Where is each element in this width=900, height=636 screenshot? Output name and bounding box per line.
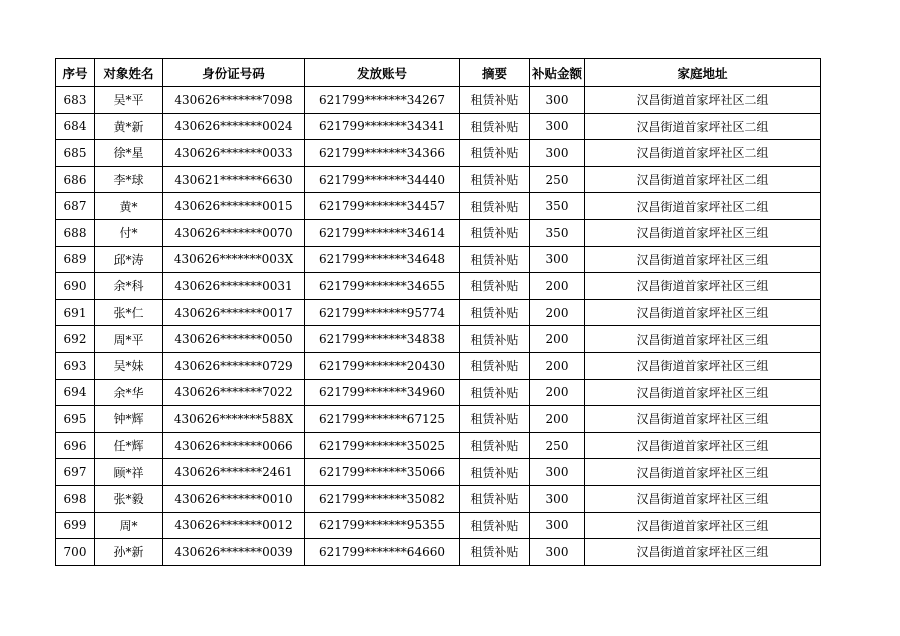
table-row <box>56 326 821 353</box>
cell-id-number: 430626*******0010 <box>163 485 305 512</box>
cell-home-address: 汉昌街道首家坪社区三组 <box>585 512 821 539</box>
cell-id-number: 430626*******7022 <box>163 379 305 406</box>
cell-home-address: 汉昌街道首家坪社区三组 <box>585 352 821 379</box>
cell-serial-number: 684 <box>56 113 95 140</box>
cell-home-address: 汉昌街道首家坪社区三组 <box>585 219 821 246</box>
cell-summary: 租赁补贴 <box>460 459 530 486</box>
cell-serial-number: 687 <box>56 193 95 220</box>
table-row <box>56 193 821 220</box>
cell-home-address: 汉昌街道首家坪社区三组 <box>585 432 821 459</box>
cell-serial-number: 698 <box>56 485 95 512</box>
header-id-number: 身份证号码 <box>163 59 305 87</box>
cell-summary: 租赁补贴 <box>460 485 530 512</box>
cell-serial-number: 697 <box>56 459 95 486</box>
table-row <box>56 432 821 459</box>
cell-account-number: 621799*******20430 <box>305 352 460 379</box>
cell-id-number: 430626*******0070 <box>163 219 305 246</box>
cell-serial-number: 694 <box>56 379 95 406</box>
cell-id-number: 430626*******0050 <box>163 326 305 353</box>
cell-subsidy-amount: 250 <box>530 432 585 459</box>
cell-home-address: 汉昌街道首家坪社区二组 <box>585 87 821 114</box>
cell-home-address: 汉昌街道首家坪社区三组 <box>585 485 821 512</box>
cell-name: 顾*祥 <box>95 459 163 486</box>
cell-account-number: 621799*******35082 <box>305 485 460 512</box>
cell-subsidy-amount: 200 <box>530 406 585 433</box>
cell-name: 邱*涛 <box>95 246 163 273</box>
cell-id-number: 430626*******0031 <box>163 273 305 300</box>
cell-serial-number: 685 <box>56 140 95 167</box>
cell-subsidy-amount: 300 <box>530 87 585 114</box>
cell-account-number: 621799*******34440 <box>305 166 460 193</box>
cell-name: 张*毅 <box>95 485 163 512</box>
cell-name: 孙*新 <box>95 539 163 566</box>
table-row <box>56 246 821 273</box>
cell-account-number: 621799*******34838 <box>305 326 460 353</box>
cell-account-number: 621799*******35066 <box>305 459 460 486</box>
cell-id-number: 430626*******7098 <box>163 87 305 114</box>
cell-account-number: 621799*******35025 <box>305 432 460 459</box>
cell-subsidy-amount: 300 <box>530 140 585 167</box>
cell-summary: 租赁补贴 <box>460 352 530 379</box>
table-row <box>56 113 821 140</box>
cell-account-number: 621799*******34341 <box>305 113 460 140</box>
cell-account-number: 621799*******34457 <box>305 193 460 220</box>
cell-id-number: 430626*******0015 <box>163 193 305 220</box>
table-row <box>56 459 821 486</box>
cell-home-address: 汉昌街道首家坪社区三组 <box>585 539 821 566</box>
cell-account-number: 621799*******67125 <box>305 406 460 433</box>
cell-serial-number: 700 <box>56 539 95 566</box>
cell-summary: 租赁补贴 <box>460 512 530 539</box>
cell-name: 黄* <box>95 193 163 220</box>
cell-serial-number: 696 <box>56 432 95 459</box>
cell-summary: 租赁补贴 <box>460 539 530 566</box>
cell-summary: 租赁补贴 <box>460 246 530 273</box>
table-row <box>56 166 821 193</box>
cell-account-number: 621799*******34960 <box>305 379 460 406</box>
cell-id-number: 430626*******0039 <box>163 539 305 566</box>
table-row <box>56 352 821 379</box>
table-row <box>56 539 821 566</box>
cell-subsidy-amount: 300 <box>530 246 585 273</box>
table-row <box>56 406 821 433</box>
cell-subsidy-amount: 300 <box>530 539 585 566</box>
table-row <box>56 273 821 300</box>
cell-home-address: 汉昌街道首家坪社区三组 <box>585 406 821 433</box>
cell-home-address: 汉昌街道首家坪社区二组 <box>585 193 821 220</box>
cell-serial-number: 692 <box>56 326 95 353</box>
cell-name: 任*辉 <box>95 432 163 459</box>
table-body <box>56 87 821 566</box>
table-row <box>56 512 821 539</box>
cell-serial-number: 688 <box>56 219 95 246</box>
cell-subsidy-amount: 300 <box>530 512 585 539</box>
cell-name: 徐*星 <box>95 140 163 167</box>
table-row <box>56 379 821 406</box>
cell-subsidy-amount: 200 <box>530 352 585 379</box>
cell-summary: 租赁补贴 <box>460 406 530 433</box>
cell-id-number: 430626*******588X <box>163 406 305 433</box>
subsidy-table <box>55 58 821 566</box>
cell-home-address: 汉昌街道首家坪社区三组 <box>585 273 821 300</box>
cell-summary: 租赁补贴 <box>460 193 530 220</box>
cell-subsidy-amount: 200 <box>530 299 585 326</box>
cell-account-number: 621799*******34648 <box>305 246 460 273</box>
cell-name: 周*平 <box>95 326 163 353</box>
cell-serial-number: 693 <box>56 352 95 379</box>
header-home-address: 家庭地址 <box>585 59 821 87</box>
cell-summary: 租赁补贴 <box>460 379 530 406</box>
header-row <box>56 59 821 87</box>
cell-id-number: 430626*******2461 <box>163 459 305 486</box>
cell-summary: 租赁补贴 <box>460 140 530 167</box>
cell-name: 付* <box>95 219 163 246</box>
cell-summary: 租赁补贴 <box>460 219 530 246</box>
cell-subsidy-amount: 300 <box>530 485 585 512</box>
cell-id-number: 430626*******0024 <box>163 113 305 140</box>
cell-home-address: 汉昌街道首家坪社区三组 <box>585 459 821 486</box>
cell-subsidy-amount: 250 <box>530 166 585 193</box>
cell-home-address: 汉昌街道首家坪社区三组 <box>585 299 821 326</box>
cell-serial-number: 690 <box>56 273 95 300</box>
header-name: 对象姓名 <box>95 59 163 87</box>
cell-home-address: 汉昌街道首家坪社区二组 <box>585 140 821 167</box>
cell-summary: 租赁补贴 <box>460 166 530 193</box>
table-row <box>56 219 821 246</box>
cell-id-number: 430626*******0729 <box>163 352 305 379</box>
cell-id-number: 430626*******0033 <box>163 140 305 167</box>
cell-account-number: 621799*******64660 <box>305 539 460 566</box>
cell-subsidy-amount: 300 <box>530 113 585 140</box>
cell-name: 余*华 <box>95 379 163 406</box>
cell-account-number: 621799*******34366 <box>305 140 460 167</box>
cell-name: 钟*辉 <box>95 406 163 433</box>
cell-name: 余*科 <box>95 273 163 300</box>
cell-home-address: 汉昌街道首家坪社区二组 <box>585 166 821 193</box>
cell-subsidy-amount: 350 <box>530 219 585 246</box>
cell-id-number: 430626*******0017 <box>163 299 305 326</box>
cell-account-number: 621799*******95355 <box>305 512 460 539</box>
cell-summary: 租赁补贴 <box>460 273 530 300</box>
table-row <box>56 87 821 114</box>
cell-id-number: 430621*******6630 <box>163 166 305 193</box>
cell-account-number: 621799*******34614 <box>305 219 460 246</box>
cell-account-number: 621799*******34267 <box>305 87 460 114</box>
cell-name: 李*球 <box>95 166 163 193</box>
cell-home-address: 汉昌街道首家坪社区三组 <box>585 379 821 406</box>
cell-id-number: 430626*******0066 <box>163 432 305 459</box>
cell-summary: 租赁补贴 <box>460 113 530 140</box>
cell-summary: 租赁补贴 <box>460 432 530 459</box>
cell-subsidy-amount: 200 <box>530 326 585 353</box>
cell-serial-number: 686 <box>56 166 95 193</box>
cell-subsidy-amount: 300 <box>530 459 585 486</box>
header-account-number: 发放账号 <box>305 59 460 87</box>
cell-subsidy-amount: 200 <box>530 273 585 300</box>
cell-name: 黄*新 <box>95 113 163 140</box>
cell-home-address: 汉昌街道首家坪社区三组 <box>585 246 821 273</box>
cell-name: 吴*妹 <box>95 352 163 379</box>
cell-home-address: 汉昌街道首家坪社区二组 <box>585 113 821 140</box>
header-subsidy-amount: 补贴金额 <box>530 59 585 87</box>
cell-subsidy-amount: 350 <box>530 193 585 220</box>
cell-serial-number: 689 <box>56 246 95 273</box>
cell-serial-number: 683 <box>56 87 95 114</box>
cell-account-number: 621799*******34655 <box>305 273 460 300</box>
cell-home-address: 汉昌街道首家坪社区三组 <box>585 326 821 353</box>
table-row <box>56 299 821 326</box>
cell-subsidy-amount: 200 <box>530 379 585 406</box>
cell-serial-number: 699 <box>56 512 95 539</box>
cell-summary: 租赁补贴 <box>460 87 530 114</box>
cell-summary: 租赁补贴 <box>460 326 530 353</box>
cell-name: 周* <box>95 512 163 539</box>
cell-summary: 租赁补贴 <box>460 299 530 326</box>
cell-id-number: 430626*******003X <box>163 246 305 273</box>
cell-account-number: 621799*******95774 <box>305 299 460 326</box>
cell-id-number: 430626*******0012 <box>163 512 305 539</box>
cell-name: 张*仁 <box>95 299 163 326</box>
header-summary: 摘要 <box>460 59 530 87</box>
cell-serial-number: 695 <box>56 406 95 433</box>
table-row <box>56 485 821 512</box>
cell-serial-number: 691 <box>56 299 95 326</box>
header-serial-number: 序号 <box>56 59 95 87</box>
table-row <box>56 140 821 167</box>
cell-name: 吴*平 <box>95 87 163 114</box>
